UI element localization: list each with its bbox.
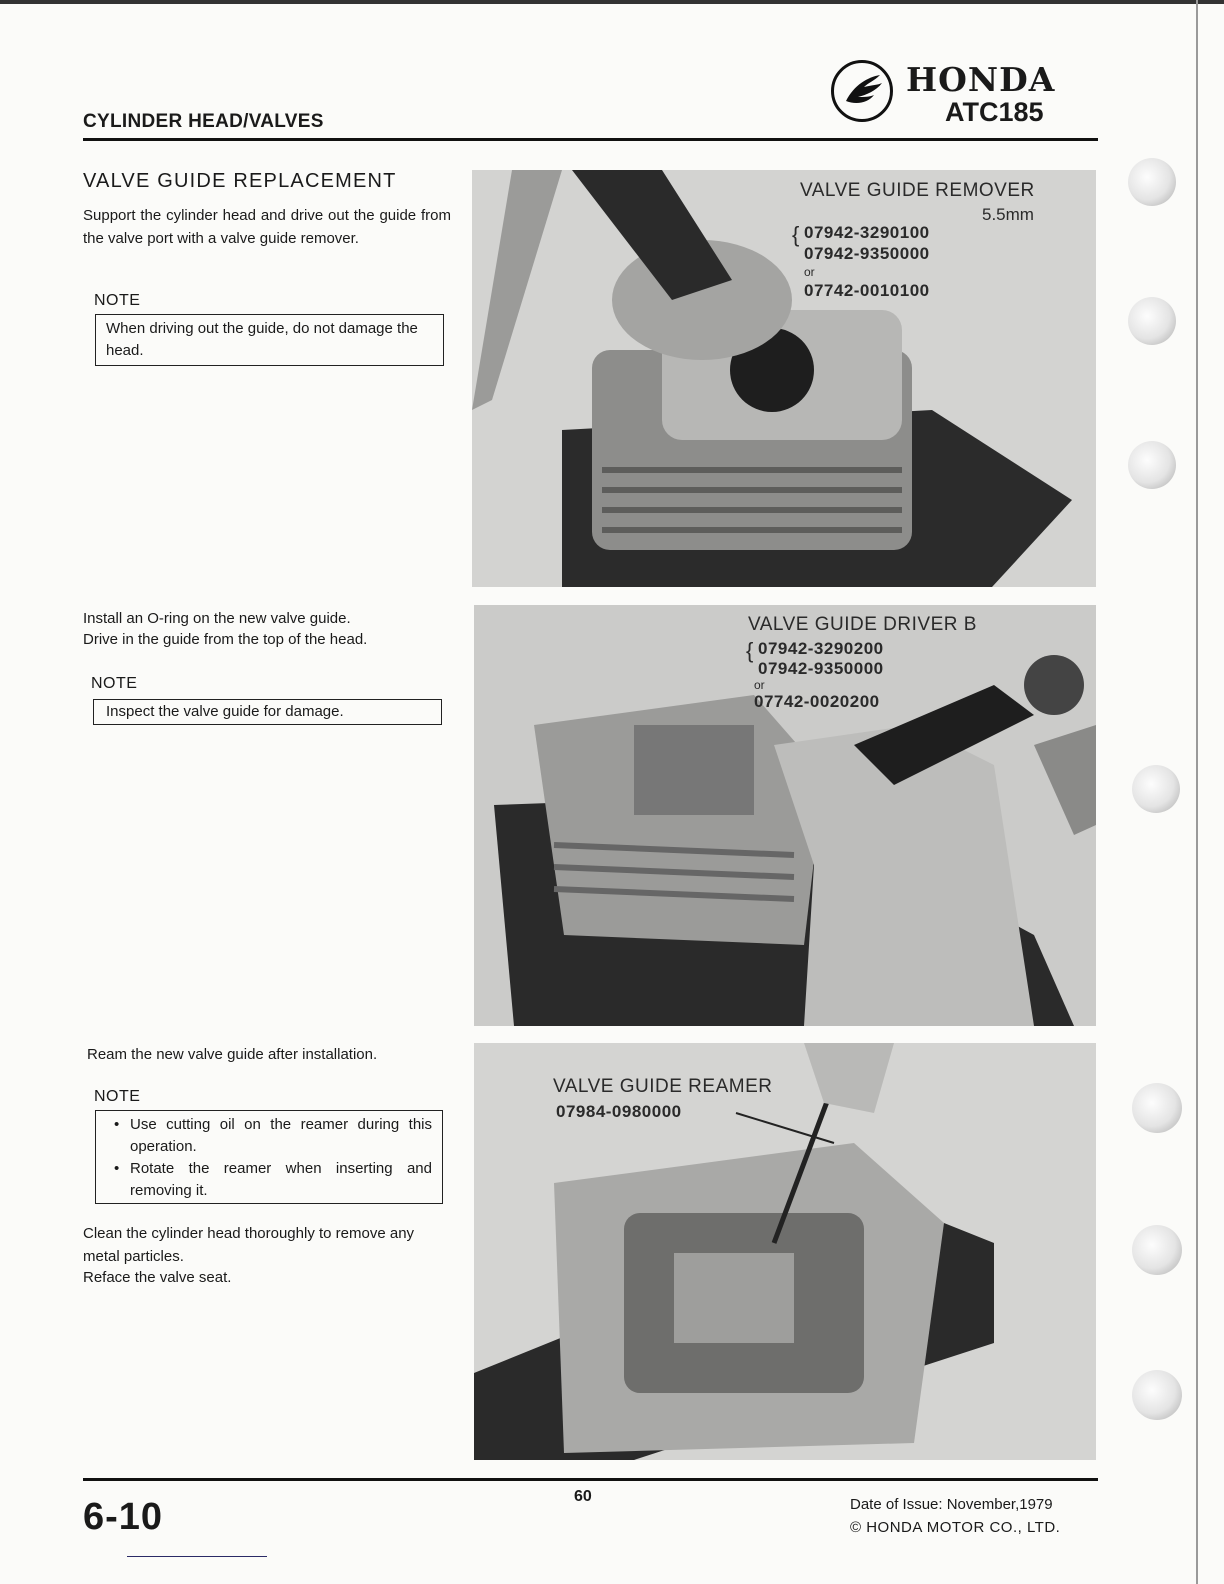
tool-code: 07942-9350000 (804, 244, 930, 263)
binder-hole (1128, 158, 1176, 206)
page-section-number: 6-10 (83, 1496, 164, 1538)
or-label: or (754, 678, 765, 692)
page-edge (1196, 0, 1198, 1584)
note-label: NOTE (94, 1088, 141, 1105)
subheading: VALVE GUIDE REPLACEMENT (83, 170, 397, 192)
photo-valve-guide-remover (472, 170, 1096, 587)
footer-rule (83, 1478, 1098, 1481)
binder-hole (1132, 1225, 1182, 1275)
binder-hole (1128, 297, 1176, 345)
note-label: NOTE (94, 292, 141, 309)
model-name: ATC185 (945, 97, 1044, 127)
top-rule (0, 0, 1224, 4)
page-number: 60 (574, 1488, 592, 1505)
binder-hole (1128, 441, 1176, 489)
tool-code: 07942-9350000 (758, 659, 884, 678)
tool-code: 07742-0010100 (804, 281, 930, 300)
note-box: When driving out the guide, do not damage the head. (95, 314, 444, 366)
instruction-text: Ream the new valve guide after installation. (87, 1046, 378, 1063)
tool-code: 07984-0980000 (556, 1102, 682, 1121)
header-rule (83, 138, 1098, 141)
tool-label: VALVE GUIDE REAMER (553, 1076, 773, 1097)
tool-label: VALVE GUIDE DRIVER B (748, 614, 977, 635)
tool-label: VALVE GUIDE REMOVER (800, 180, 1035, 201)
binder-hole (1132, 765, 1180, 813)
honda-wing-logo-icon (831, 60, 893, 122)
issue-date: Date of Issue: November,1979 (850, 1496, 1053, 1513)
brace-icon: { (746, 638, 754, 663)
instruction-text: Drive in the guide from the top of the head. (83, 631, 368, 648)
or-label: or (804, 265, 815, 279)
note-item: • Use cutting oil on the reamer during this operation. (106, 1114, 432, 1158)
brace-icon: { (792, 222, 800, 247)
note-box (95, 1110, 443, 1204)
instruction-text: Reface the valve seat. (83, 1269, 232, 1286)
note-item: • Rotate the reamer when inserting and removing it. (106, 1158, 432, 1202)
footer-link-line (127, 1556, 267, 1557)
instruction-text: Support the cylinder head and drive out the guide from the valve port with a valve guide remover. (83, 207, 451, 247)
issue-info (850, 1493, 1060, 1539)
note-box: Inspect the valve guide for damage. (93, 699, 442, 725)
tool-code: 07742-0020200 (754, 692, 880, 711)
section-title: CYLINDER HEAD/VALVES (83, 111, 324, 132)
brand-name: HONDA (906, 60, 1056, 99)
note-label: NOTE (91, 675, 138, 692)
instruction-text: Clean the cylinder head thoroughly to remove any metal particles. (83, 1225, 415, 1265)
tool-code: 07942-3290200 (758, 639, 884, 658)
copyright: © HONDA MOTOR CO., LTD. (850, 1519, 1061, 1536)
binder-hole (1132, 1083, 1182, 1133)
tool-code: 07942-3290100 (804, 223, 930, 242)
binder-hole (1132, 1370, 1182, 1420)
instruction-text: Install an O-ring on the new valve guide. (83, 610, 351, 627)
tool-size: 5.5mm (982, 205, 1034, 224)
